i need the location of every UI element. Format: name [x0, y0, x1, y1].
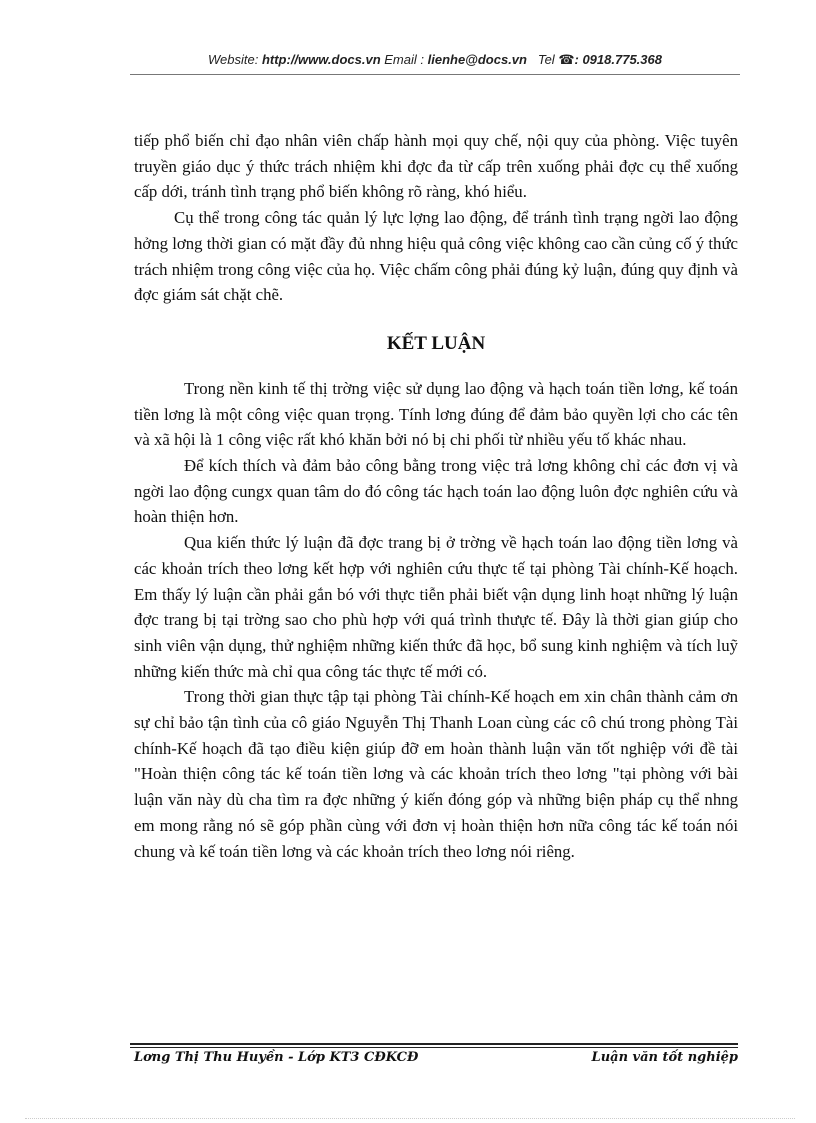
phone-number: : 0918.775.368 [574, 52, 662, 67]
phone-icon: ☎ [558, 52, 575, 67]
paragraph-continuation: tiếp phổ biến chỉ đạo nhân viên chấp hành mọi quy chế, nội quy của phòng. Việc tuyên truyền giáo dục ý thức trách nhiệm khi đợc đa từ cấp trên xuống phải đợc cụ thể xuống cấp dới, tránh tình trạng phổ biến không rõ ràng, khó hiểu. [134, 131, 738, 202]
website-link[interactable]: http://www.docs.vn [261, 52, 381, 67]
website-label: Website: [208, 52, 262, 67]
paragraph: Cụ thể trong công tác quản lý lực lợng lao động, để tránh tình trạng ngời lao động hởng lơng thời gian có mặt đầy đủ nhng hiệu quả công việc không cao cần củng cố ý thức trách nhiệm trong công việc của họ. Việc chấm công phải đúng kỷ luận, đúng quy định và đợc giám sát chặt chẽ. [134, 208, 738, 305]
paragraph: Để kích thích và đảm bảo công bằng trong việc trả lơng không chỉ các đơn vị và ngời lao động cungx quan tâm do đó công tác hạch toán lao động luôn đợc nghiên cứu và hoàn thiện hơn. [134, 456, 738, 527]
paragraph: Trong thời gian thực tập tại phòng Tài chính-Kế hoạch em xin chân thành cảm ơn sự chỉ bảo tận tình của cô giáo Nguyễn Thị Thanh Loan cùng các cô chú trong phòng Tài chính-Kế hoạch đã tạo điều kiện giúp đỡ em hoàn thành luận văn tốt nghiệp với đề tài "Hoàn thiện công tác kế toán tiền lơng và các khoản trích theo lơng "tại phòng với bài luận văn này dù cha tìm ra đợc những ý kiến đóng góp và những biện pháp cụ thể nhng em mong rằng nó sẽ góp phần cùng với đơn vị hoàn thiện hơn nữa công tác kế toán nói chung và kế toán tiền lơng và các khoản trích theo lơng nói riêng. [134, 687, 738, 861]
page-header [130, 52, 740, 68]
paragraph: Qua kiến thức lý luận đã đợc trang bị ở trờng về hạch toán lao động tiền lơng và các khoản trích theo lơng kết hợp với nghiên cứu thực tế tại phòng Tài chính-Kế hoạch. Em thấy lý luận cần phải gắn bó với thực tiễn phải biết vận dụng linh hoạt những lý luận đợc trang bị tại trờng sao cho phù hợp với quá trình thưực tế. Đây là thời gian giúp cho sinh viên vận dụng, thử nghiệm những kiến thức đã học, bổ sung kinh nghiệm và tích luỹ những kiến thức mà chỉ qua công tác thực tế mới có. [134, 533, 738, 681]
document-body [134, 128, 738, 864]
paragraph: Trong nền kinh tế thị trờng việc sử dụng lao động và hạch toán tiền lơng, kế toán tiền lơng là một công việc quan trọng. Tính lơng đúng để đảm bảo quyền lợi cho các tên và xã hội là 1 công việc rất khó khăn bởi nó bị chi phối từ nhiều yếu tố khác nhau. [134, 378, 738, 450]
footer-author: Lơng Thị Thu Huyền - Lớp KT3 CĐKCĐ [134, 1050, 419, 1065]
email-link[interactable]: lienhe@docs.vn [427, 52, 527, 67]
footer-doc-type: Luận văn tốt nghiệp [591, 1050, 738, 1065]
tel-label: Tel [526, 52, 559, 67]
email-label: Email : [380, 52, 428, 67]
footer-rule-thin [130, 1047, 738, 1048]
header-rule [130, 74, 740, 75]
page-edge [25, 1118, 795, 1119]
section-title: KẾT LUẬN [386, 332, 486, 354]
footer-rule [130, 1043, 738, 1045]
